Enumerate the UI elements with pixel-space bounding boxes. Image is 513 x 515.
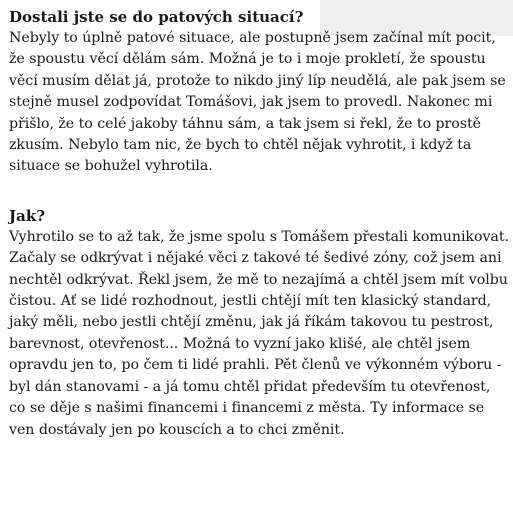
interview-article	[9, 7, 509, 441]
answer-paragraph: Vyhrotilo se to až tak, že jsme spolu s Tomášem přestali komunikovat. Začaly se odkrývat i nějaké věci z takové té šedivé zóny, což jsem ani nechtěl odkrývat. Řekl jsem, že mě to nezajímá a chtěl jsem mít volbu čistou. Ať se lidé rozhodnout, jestli chtějí mít ten klasický standard, jaký měli, nebo jestli chtějí změnu, jak já říkám takovou tu pestrost, barevnost, otevřenost... Možná to vyzní jako klišé, ale chtěl jsem opravdu jen to, po čem ti lidé prahli. Pět členů ve výkonném výboru - byl dán stanovami - a já tomu chtěl přidat především tu otevřenost, co se děje s našimi financemi i financemi z města. Ty informace se ven dostávaly jen po kouscích a to chci změnit.	[9, 228, 509, 438]
answer-paragraph: Nebyly to úplně patové situace, ale postupně jsem začínal mít pocit, že spoustu věcí dělám sám. Možná je to i moje prokletí, že spoustu věcí musím dělat já, protože to nikdo jiný líp neudělá, ale pak jsem se stejně musel zodpovídat Tomášovi, jak jsem to provedl. Nakonec mi přišlo, že to celé jakoby táhnu sám, a tak jsem si řekl, že to prostě zkusím. Nebylo tam nic, že bych to chtěl nějak vyhrotit, i když ta situace se bohužel vyhrotila.	[9, 30, 506, 175]
question-heading: Dostali jste se do patových situací?	[9, 8, 304, 26]
question-heading: Jak?	[9, 206, 45, 225]
section-gap	[9, 178, 509, 206]
